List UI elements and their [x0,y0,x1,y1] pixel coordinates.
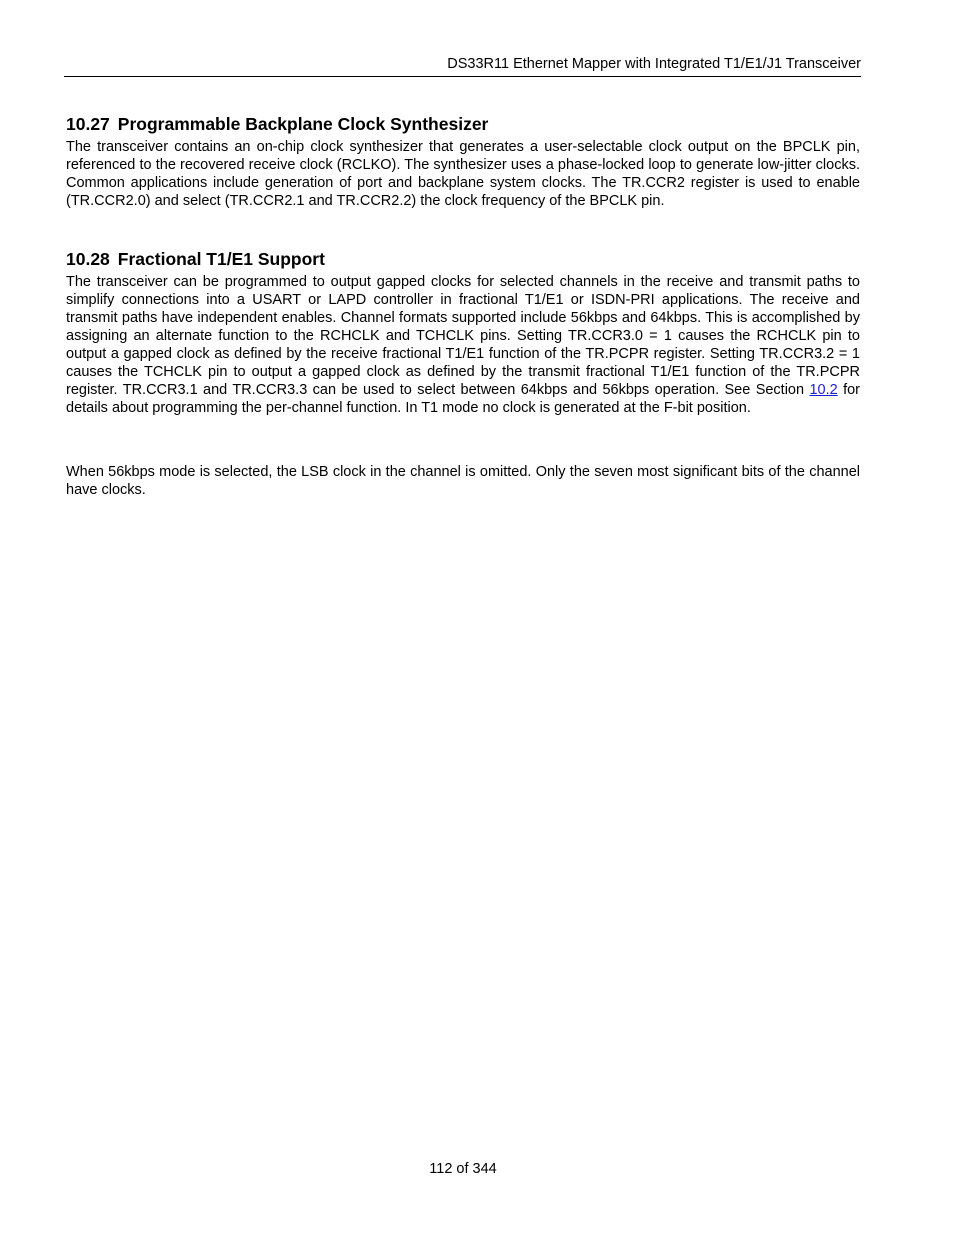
page-header [64,55,861,77]
section-10-27 [66,114,860,210]
section-10-28 [66,249,860,417]
section-heading [66,114,860,134]
section-title: Programmable Backplane Clock Synthesizer [117,114,489,134]
page-footer [0,1160,926,1178]
section-title: Fractional T1/E1 Support [117,249,325,269]
document-title: DS33R11 Ethernet Mapper with Integrated T1/E1/J1 Transceiver [447,56,861,72]
note-paragraph: When 56kbps mode is selected, the LSB clock in the channel is omitted. Only the seven most significant bits of the channel have clocks. [66,464,860,498]
section-number: 10.27 [66,114,110,134]
section-heading [66,249,860,269]
note-block [66,463,860,499]
paragraph-text-before-link: The transceiver can be programmed to output gapped clocks for selected channels in the receive and transmit paths to simplify connections into a USART or LAPD controller in fractional T1/E1 or ISDN-PRI applications. The receive and transmit paths have independent enables. Channel formats supported include 56kbps and 64kbps. This is accomplished by assigning an alternate function to the RCHCLK and TCHCLK pins. Setting TR.CCR3.0 = 1 causes the RCHCLK pin to output a gapped clock as defined by the receive fractional T1/E1 function of the TR.PCPR register. Setting TR.CCR3.2 = 1 causes the TCHCLK pin to output a gapped clock as defined by the transmit fractional T1/E1 function of the TR.PCPR register. TR.CCR3.1 and TR.CCR3.3 can be used to select between 64kbps and 56kbps operation. See Section [66,274,860,398]
section-paragraph [66,273,860,417]
section-number: 10.28 [66,249,110,269]
page-number: 112 of 344 [429,1161,497,1177]
section-paragraph: The transceiver contains an on-chip clock synthesizer that generates a user-selectable clock output on the BPCLK pin, referenced to the recovered receive clock (RCLKO). The synthesizer uses a phase-locked loop to generate low-jitter clocks. Common applications include generation of port and backplane system clocks. The TR.CCR2 register is used to enable (TR.CCR2.0) and select (TR.CCR2.1 and TR.CCR2.2) the clock frequency of the BPCLK pin. [66,139,860,209]
section-reference-link[interactable]: 10.2 [809,382,838,398]
paragraph-text-after-link: for details about programming the per-channel function. In T1 mode no clock is generated at the F-bit position. [66,382,860,416]
